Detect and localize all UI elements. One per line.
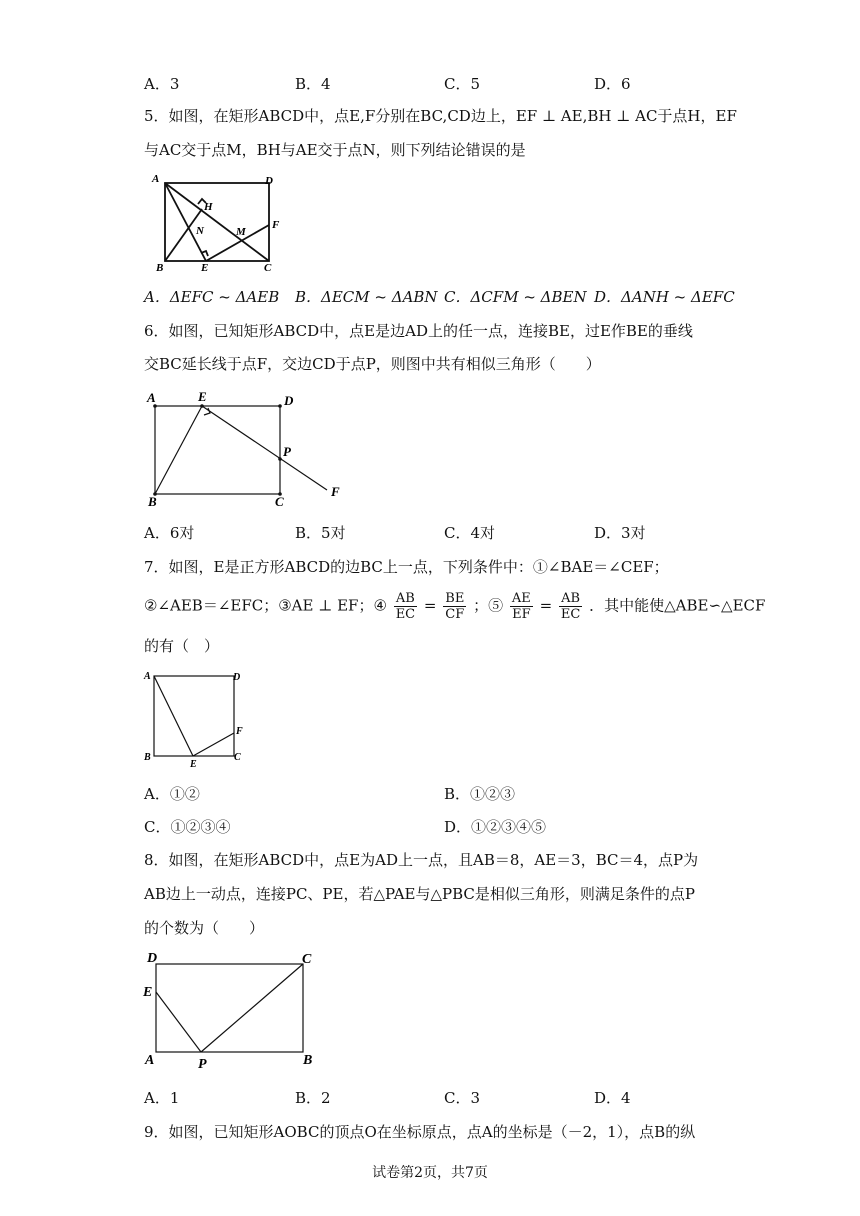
q7-text-line2-a: ②∠AEB＝∠EFC；③AE ⊥ EF；④ <box>144 596 387 615</box>
q5-label-n: N <box>196 225 204 237</box>
q4-option-c: C．5 <box>444 75 481 93</box>
q5-label-b: B <box>156 262 164 274</box>
q7-frac4-den: EC <box>560 607 581 622</box>
q8-label-d: D <box>147 951 158 966</box>
q7-frac3-den: EF <box>512 607 531 622</box>
q5-label-f: F <box>272 219 280 231</box>
q8-text-line2: AB边上一动点，连接PC、PE，若△PAE与△PBC是相似三角形，则满足条件的点P <box>144 885 696 903</box>
q5-option-b: B．ΔECM ~ ΔABN <box>295 288 438 306</box>
q7-text-line2 <box>144 591 765 622</box>
q4-option-a: A．3 <box>144 75 180 93</box>
q7-fraction-4 <box>559 591 582 622</box>
q7-equals-2: = <box>539 596 553 615</box>
q4-option-d: D．6 <box>594 75 631 93</box>
q7-label-d: D <box>233 672 241 683</box>
q7-option-b: B．①②③ <box>444 785 516 803</box>
q6-text-line2: 交BC延长线于点F，交边CD于点P，则图中共有相似三角形（ ） <box>144 355 601 373</box>
q5-label-c: C <box>264 262 272 274</box>
q6-text-line1: 6．如图，已知矩形ABCD中，点E是边AD上的任一点，连接BE，过E作BE的垂线 <box>144 322 693 340</box>
q7-frac2-num: BE <box>445 591 465 606</box>
q7-equals-1: = <box>423 596 437 615</box>
q8-option-b: B．2 <box>295 1089 331 1107</box>
q8-label-a: A <box>145 1053 155 1068</box>
q8-label-e: E <box>143 985 153 1000</box>
q6-option-a: A．6对 <box>144 524 195 542</box>
q5-label-h: H <box>204 201 213 213</box>
q5-option-c: C．ΔCFM ~ ΔBEN <box>444 288 587 306</box>
q6-option-b: B．5对 <box>295 524 346 542</box>
q5-text-line1: 5．如图，在矩形ABCD中，点E,F分别在BC,CD边上，EF ⊥ AE,BH ⊥ AC于点H，EF <box>144 107 737 125</box>
q8-option-a: A．1 <box>144 1089 180 1107</box>
q7-label-a: A <box>144 671 151 682</box>
q7-frac2-den: CF <box>445 607 465 622</box>
q5-option-d: D．ΔANH ~ ΔEFC <box>594 288 735 306</box>
q4-option-b: B．4 <box>295 75 331 93</box>
q8-label-p: P <box>198 1057 207 1072</box>
q7-option-c: C．①②③④ <box>144 818 231 836</box>
q7-option-d: D．①②③④⑤ <box>444 818 547 836</box>
q5-label-e: E <box>201 262 209 274</box>
q7-text-line3: 的有（ ） <box>144 637 220 655</box>
q6-label-f: F <box>331 484 340 499</box>
q5-label-d: D <box>265 175 273 187</box>
q6-label-b: B <box>148 494 157 508</box>
page-footer: 试卷第2页，共7页 <box>372 1165 488 1181</box>
q7-fraction-2 <box>443 591 466 622</box>
q7-fraction-1 <box>394 591 417 622</box>
q6-label-p: P <box>283 444 291 459</box>
q5-text-line2: 与AC交于点M，BH与AE交于点N，则下列结论错误的是 <box>144 141 526 159</box>
q8-label-c: C <box>302 952 312 967</box>
q7-fraction-3 <box>510 591 533 622</box>
q9-text-line1: 9．如图，已知矩形AOBC的顶点O在坐标原点，点A的坐标是（－2，1），点B的纵 <box>144 1123 696 1141</box>
q6-figure <box>140 388 350 508</box>
q7-option-a: A．①② <box>144 785 200 803</box>
q7-text-line2-c: ．其中能使△ABE∽△ECF <box>589 596 766 615</box>
q7-text-line2-b: ；⑤ <box>473 596 504 615</box>
q7-label-b: B <box>144 752 151 763</box>
q7-frac4-num: AB <box>559 591 582 607</box>
q5-label-a: A <box>152 173 160 185</box>
q8-label-b: B <box>303 1053 313 1068</box>
q8-text-line1: 8．如图，在矩形ABCD中，点E为AD上一点，且AB＝8，AE＝3，BC＝4，点P为 <box>144 851 699 869</box>
q6-option-d: D．3对 <box>594 524 646 542</box>
q6-label-e: E <box>198 389 207 404</box>
q6-label-a: A <box>147 390 156 405</box>
q6-option-c: C．4对 <box>444 524 496 542</box>
q7-label-e: E <box>190 759 197 770</box>
q5-label-m: M <box>236 226 246 238</box>
q7-frac1-den: EC <box>395 607 416 622</box>
q7-frac3-num: AE <box>511 591 531 606</box>
q7-label-f: F <box>236 726 243 737</box>
q6-label-c: C <box>275 494 284 508</box>
q7-text-line1: 7．如图，E是正方形ABCD的边BC上一点，下列条件中：①∠BAE＝∠CEF； <box>144 558 669 576</box>
q8-option-d: D．4 <box>594 1089 631 1107</box>
q7-frac1-num: AB <box>394 591 417 607</box>
q6-label-d: D <box>284 393 294 408</box>
q8-option-c: C．3 <box>444 1089 481 1107</box>
q8-text-line3: 的个数为（ ） <box>144 919 265 937</box>
q7-figure <box>140 668 250 770</box>
q8-figure <box>140 950 340 1072</box>
q5-option-a: A．ΔEFC ~ ΔAEB <box>144 288 280 306</box>
q7-label-c: C <box>234 752 241 763</box>
q5-figure <box>148 172 288 276</box>
